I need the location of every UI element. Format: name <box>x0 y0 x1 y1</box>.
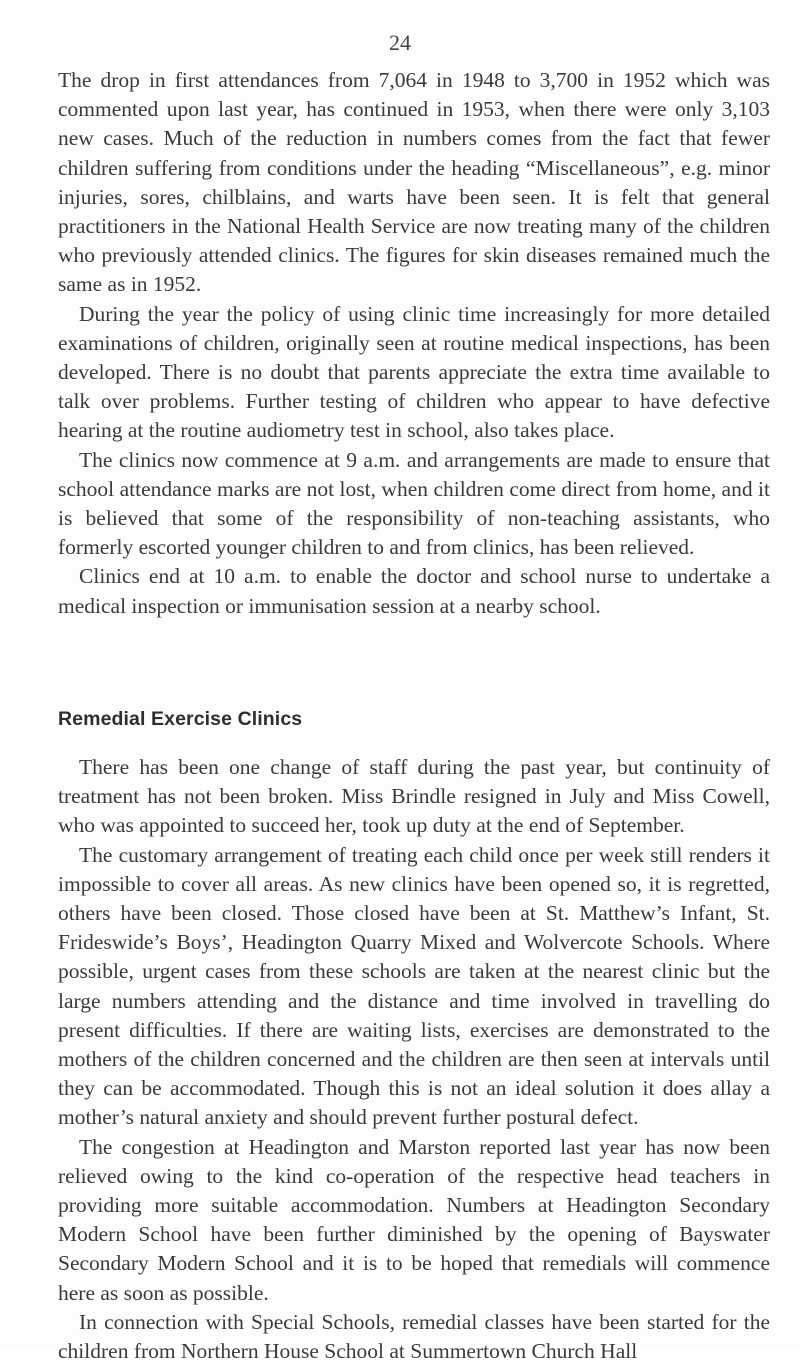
remedial-exercise-section <box>58 753 770 1366</box>
clinic-attendance-section <box>58 66 770 621</box>
paragraph: The customary arrangement of treating each child once per week still renders it impossible to cover all areas. As new clinics have been opened so, it is regretted, others have been closed. Those closed have been at St. Matthew’s Infant, St. Frideswide’s Boys’, Headington Quarry Mixed and Wolvercote Schools. Where possible, urgent cases from these schools are taken at the nearest clinic but the large numbers attending and the distance and time involved in travelling do present difficulties. If there are waiting lists, exercises are demonstrated to the mothers of the children concerned and the children are then seen at intervals until they can be accommodated. Though this is not an ideal solution it does allay a mother’s natural anxiety and should prevent further postural defect. <box>58 842 770 1130</box>
paragraph: During the year the policy of using clinic time increasingly for more detailed examinations of children, originally seen at routine medical inspections, has been developed. There is no doubt that parents appreciate the extra time available to talk over problems. Further testing of children who appear to have defective hearing at the routine audiometry test in school, also takes place. <box>58 301 770 443</box>
paragraph: The clinics now commence at 9 a.m. and arrangements are made to ensure that school attendance marks are not lost, when children come direct from home, and it is believed that some of the responsibility of non-teaching assistants, who formerly escorted younger children to and from clinics, has been relieved. <box>58 447 770 560</box>
page-number: 24 <box>389 30 411 55</box>
paragraph: There has been one change of staff during the past year, but continuity of treatment has not been broken. Miss Brindle resigned in July and Miss Cowell, who was appointed to succeed her, took up duty at the end of September. <box>58 755 770 838</box>
paragraph: The congestion at Headington and Marston reported last year has now been relieved owing to the kind co-operation of the respective head teachers in providing more suitable accommodation. Numbers at Headington Secondary Modern School have been further diminished by the opening of Bayswater Secondary Modern School and it is to be hoped that remedials will commence here as soon as possible. <box>58 1134 770 1305</box>
paragraph: In connection with Special Schools, remedial classes have been started for the children from Northern House School at Summertown Church Hall <box>58 1309 770 1364</box>
section-heading: Remedial Exercise Clinics <box>58 708 303 730</box>
paragraph: The drop in first attendances from 7,064 in 1948 to 3,700 in 1952 which was commented upon last year, has continued in 1953, when there were only 3,103 new cases. Much of the reduction in numbers comes from the fact that fewer children suffering from conditions under the heading “Miscellaneous”, e.g. minor injuries, sores, chilblains, and warts have been seen. It is felt that general practitioners in the National Health Service are now treating many of the children who previously attended clinics. The figures for skin diseases remained much the same as in 1952. <box>58 68 770 297</box>
paragraph: Clinics end at 10 a.m. to enable the doctor and school nurse to undertake a medical inspection or immunisation session at a nearby school. <box>58 564 770 618</box>
